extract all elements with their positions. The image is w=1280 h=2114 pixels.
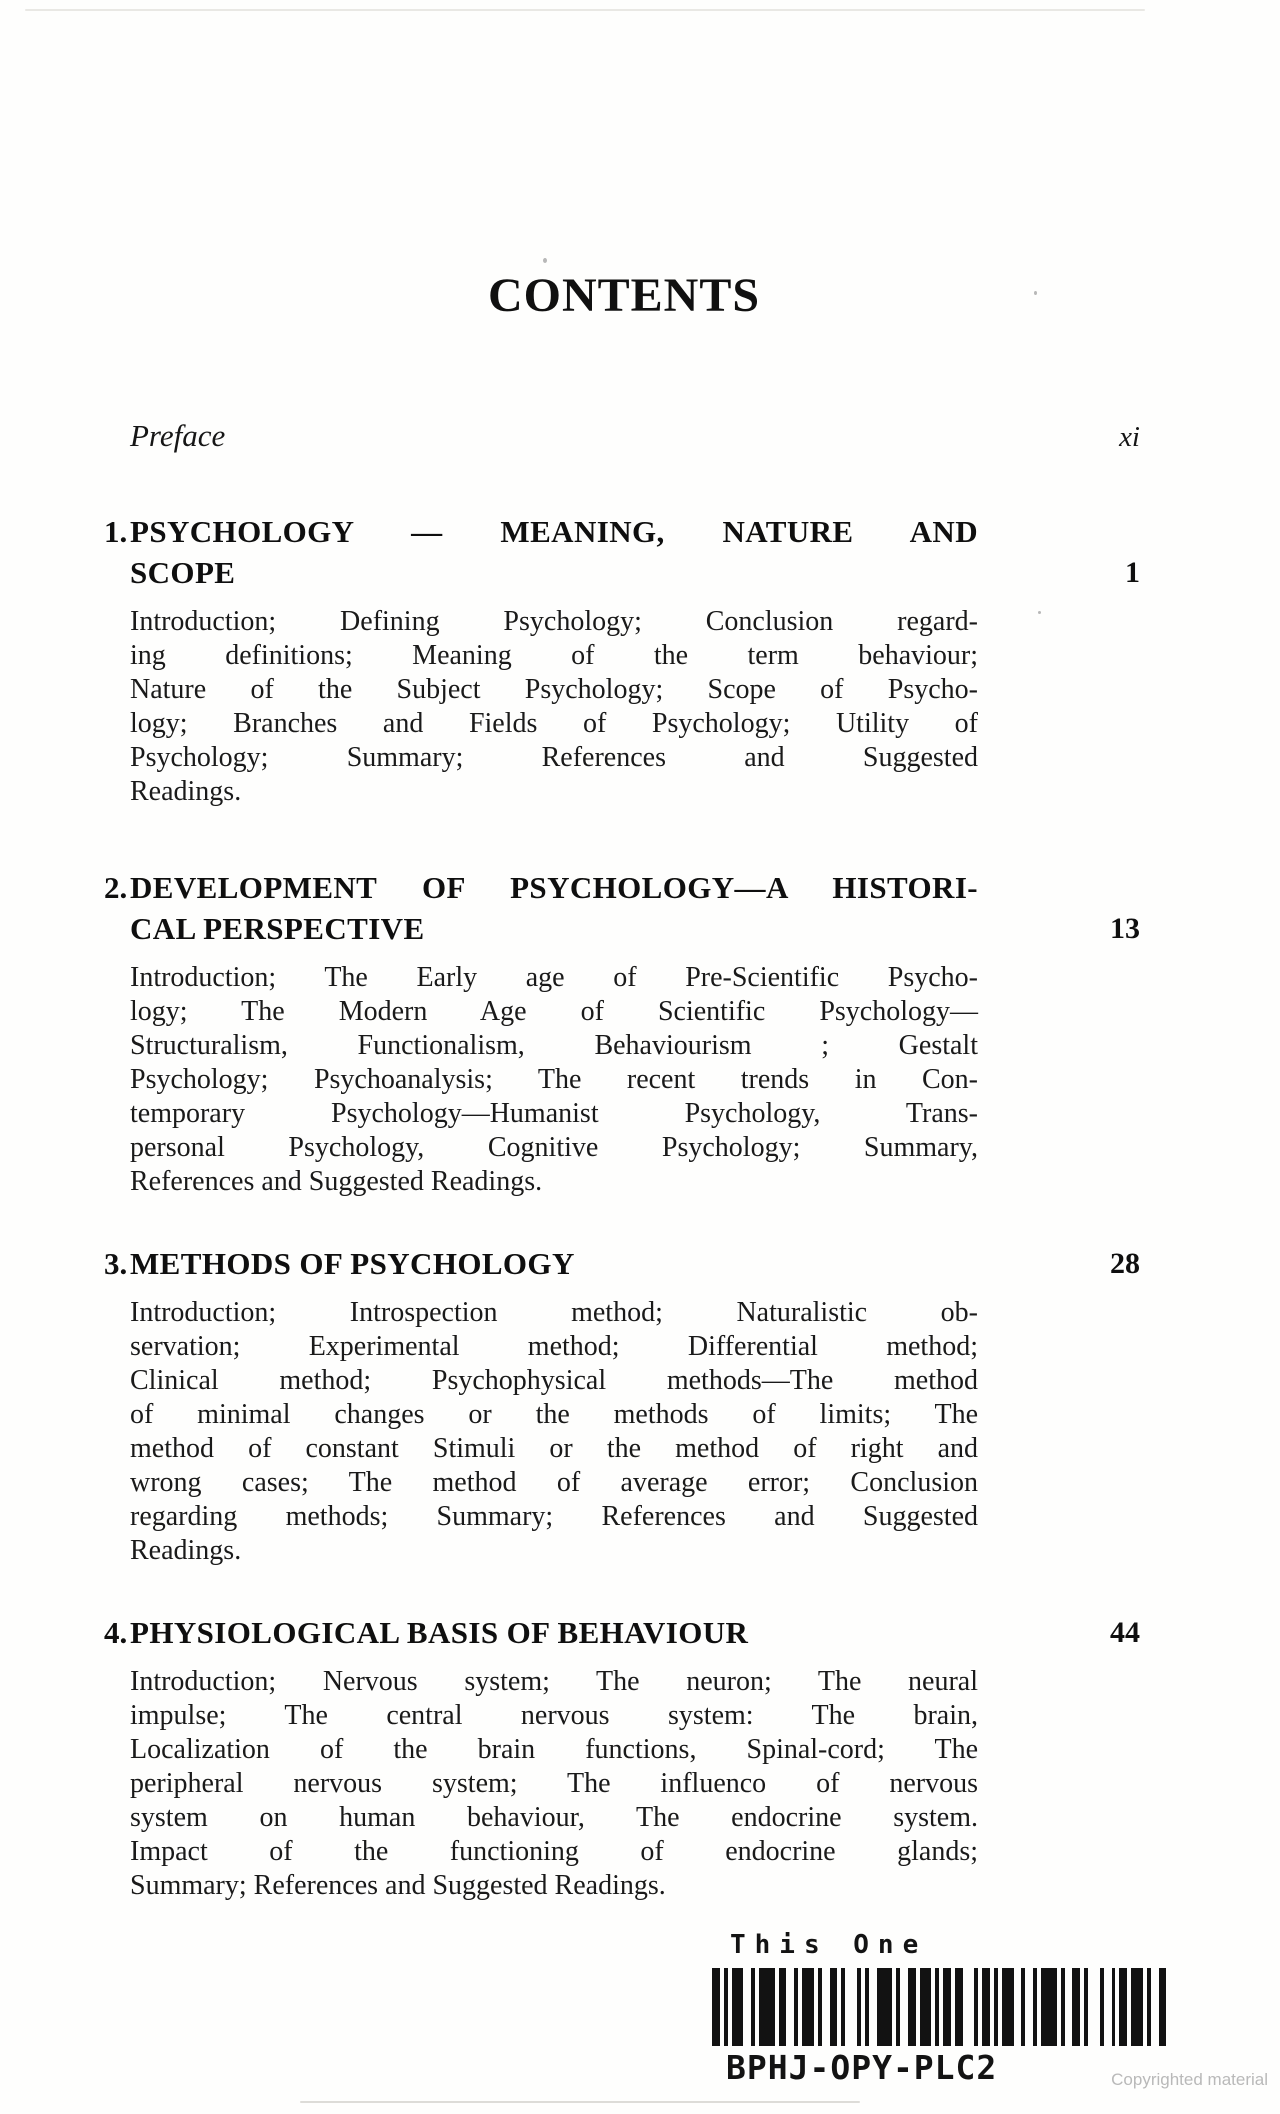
library-stamp (712, 1930, 1182, 2087)
barcode-gap (1025, 1968, 1033, 2046)
barcode-bar (1041, 1968, 1057, 2046)
barcode-bar (1159, 1968, 1167, 2046)
toc-entry-number: 1. (104, 514, 128, 549)
copyright-note: Copyrighted material (1111, 2070, 1268, 2089)
toc-description-line: servation; Experimental method; Differential method; (130, 1331, 978, 1362)
barcode-gap (1065, 1968, 1073, 2046)
barcode-bar (779, 1968, 787, 2046)
toc-entry-page-number: 1 (1125, 556, 1140, 589)
barcode-gap (869, 1968, 877, 2046)
barcode-gap (1088, 1968, 1100, 2046)
barcode-gap (1166, 1968, 1170, 2046)
barcode-bar (802, 1968, 814, 2046)
toc-entry-page-number: 28 (1110, 1247, 1140, 1280)
toc-entry-description (130, 605, 978, 809)
preface-page-number: xi (1119, 421, 1140, 453)
toc-entry-head (104, 511, 1140, 593)
toc-description-line: Readings. (130, 1535, 242, 1566)
toc-description-line: impulse; The central nervous system: The brain, (130, 1700, 978, 1731)
preface-label: Preface (130, 418, 226, 453)
toc-description-line: Introduction; The Early age of Pre-Scientific Psycho- (130, 962, 978, 993)
barcode-gap (743, 1968, 751, 2046)
toc-entry-number: 4. (104, 1615, 128, 1650)
toc-description-line: wrong cases; The method of average error; Conclusion (130, 1467, 978, 1498)
toc-description-line: method of constant Stimuli or the method of right and (130, 1433, 978, 1464)
barcode-bar (830, 1968, 838, 2046)
toc-entry-title (130, 867, 978, 949)
toc-description-line: Summary; References and Suggested Readings. (130, 1870, 666, 1901)
barcode-bar (877, 1968, 893, 2046)
toc-description-line: temporary Psychology—Humanist Psychology, Trans- (130, 1098, 978, 1129)
toc-entry-page-number: 13 (1110, 912, 1140, 945)
barcode-bar (908, 1968, 916, 2046)
toc-description-line: ing definitions; Meaning of the term behaviour; (130, 640, 978, 671)
toc-title-line: SCOPE (130, 555, 236, 590)
toc-entry-title (130, 1243, 978, 1284)
toc-description-line: Psychology; Psychoanalysis; The recent trends in Con- (130, 1064, 978, 1095)
toc-description-line: Introduction; Introspection method; Naturalistic ob- (130, 1297, 978, 1328)
toc-description-line: Localization of the brain functions, Spinal-cord; The (130, 1734, 978, 1765)
toc-description-line: Impact of the functioning of endocrine glands; (130, 1836, 978, 1867)
toc-entry-page-number: 44 (1110, 1616, 1140, 1649)
toc-description-line: Nature of the Subject Psychology; Scope of Psycho- (130, 674, 978, 705)
toc-entry-head (104, 1612, 1140, 1653)
toc-entry (104, 867, 1140, 1199)
barcode-bar (1072, 1968, 1080, 2046)
barcode-gap (963, 1968, 975, 2046)
barcode-gap (1104, 1968, 1112, 2046)
toc-description-line: Clinical method; Psychophysical methods—The method (130, 1365, 978, 1396)
scan-artifact-line-bottom (300, 2101, 860, 2103)
toc-entry-title (130, 1612, 978, 1653)
toc-entry-description (130, 1296, 978, 1568)
toc-entry-title (130, 511, 978, 593)
toc-description-line: References and Suggested Readings. (130, 1166, 543, 1197)
toc-entry-head (104, 867, 1140, 949)
toc-description-line: Readings. (130, 776, 242, 807)
toc-title-line: DEVELOPMENT OF PSYCHOLOGY—A HISTORI- (130, 870, 978, 905)
preface-row (104, 418, 1140, 455)
toc-description-line: Introduction; Nervous system; The neuron; The neural (130, 1666, 978, 1697)
toc-entry (104, 511, 1140, 809)
toc-description-line: Psychology; Summary; References and Suggested (130, 742, 978, 773)
toc-title-line: PHYSIOLOGICAL BASIS OF BEHAVIOUR (130, 1615, 749, 1650)
toc-entry-description (130, 961, 978, 1199)
barcode-bar (943, 1968, 951, 2046)
barcode-icon (712, 1968, 1170, 2046)
toc-list (104, 418, 1140, 1903)
barcode-gap (900, 1968, 908, 2046)
barcode-code: BPHJ-OPY-PLC2 (726, 2048, 998, 2087)
scan-artifact-speck (543, 258, 547, 263)
toc-entry (104, 1243, 1140, 1568)
stamp-label: This One (730, 1930, 928, 1960)
barcode-bar (1119, 1968, 1127, 2046)
toc-description-line: Introduction; Defining Psychology; Conclusion regard- (130, 606, 978, 637)
toc-description-line: logy; The Modern Age of Scientific Psychology— (130, 996, 978, 1027)
toc-description-line: logy; Branches and Fields of Psychology; Utility of (130, 708, 978, 739)
toc-entry (104, 1612, 1140, 1903)
barcode-gap (822, 1968, 830, 2046)
barcode-bar (732, 1968, 744, 2046)
barcode-gap (1014, 1968, 1022, 2046)
barcode-bar (712, 1968, 720, 2046)
barcode-bar (920, 1968, 932, 2046)
toc-description-line: system on human behaviour, The endocrine system. (130, 1802, 978, 1833)
barcode-bar (955, 1968, 963, 2046)
barcode-gap (786, 1968, 794, 2046)
toc-description-line: of minimal changes or the methods of limits; The (130, 1399, 978, 1430)
toc-entry-head (104, 1243, 1140, 1284)
toc-title-line: PSYCHOLOGY — MEANING, NATURE AND (130, 514, 978, 549)
barcode-gap (845, 1968, 857, 2046)
page-title: CONTENTS (487, 269, 761, 322)
scan-artifact-line-top (25, 9, 1145, 11)
barcode-bar (982, 1968, 990, 2046)
toc-entry-number: 2. (104, 870, 128, 905)
toc-description-line: personal Psychology, Cognitive Psychology; Summary, (130, 1132, 978, 1163)
toc-description-line: peripheral nervous system; The influenco of nervous (130, 1768, 978, 1799)
toc-description-line: regarding methods; Summary; References and Suggested (130, 1501, 978, 1532)
toc-title-line: METHODS OF PSYCHOLOGY (130, 1246, 575, 1281)
barcode-gap (1151, 1968, 1159, 2046)
toc-entry-description (130, 1665, 978, 1903)
toc-title-line: CAL PERSPECTIVE (130, 911, 425, 946)
barcode-bar (1002, 1968, 1014, 2046)
toc-description-line: Structuralism, Functionalism, Behaviourism ; Gestalt (130, 1030, 978, 1061)
toc-entry-number: 3. (104, 1246, 128, 1281)
barcode-bar (759, 1968, 775, 2046)
barcode-bar (1131, 1968, 1143, 2046)
